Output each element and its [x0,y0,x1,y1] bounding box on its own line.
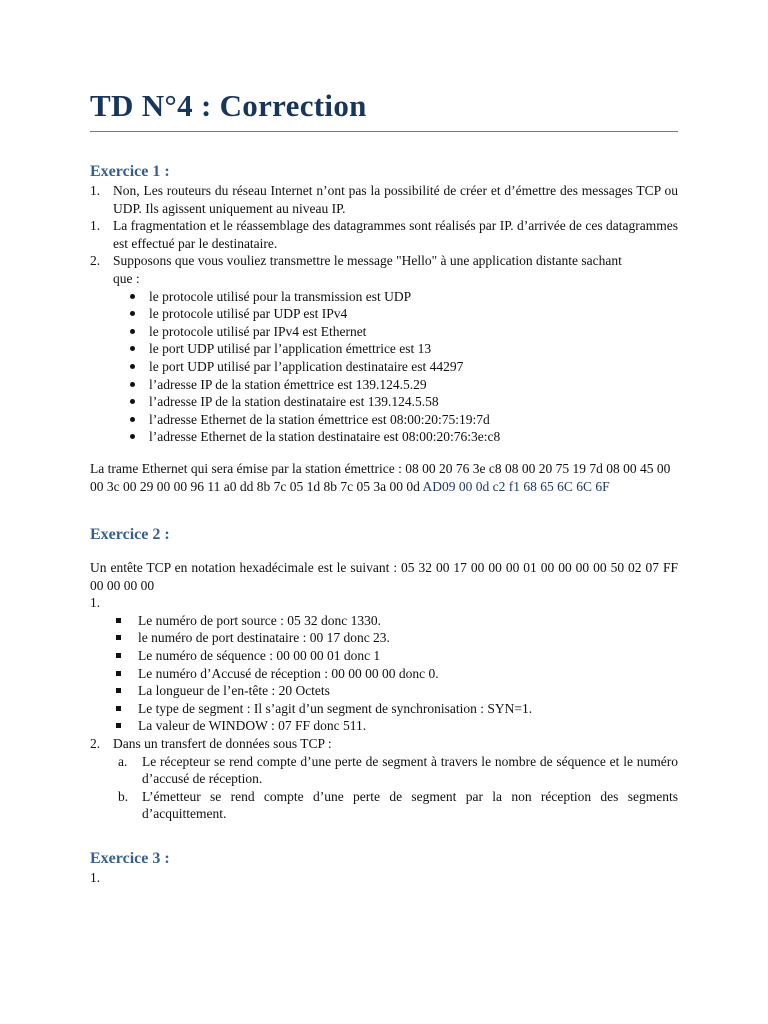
list-number: 1. [90,183,101,198]
exercise-3-item-1-number: 1. [90,870,101,885]
exercise-2-title: Exercice 2 : [90,526,170,544]
list-item-text: Supposons que vous vouliez transmettre le message "Hello" à une application distante sachant que : [113,253,622,286]
exercise-2-item-2 [90,735,678,753]
list-item-text: Dans un transfert de données sous TCP : [113,736,332,752]
bullet-item: le port UDP utilisé par l’application émettrice est 13 [90,340,678,358]
exercise-2-section [90,525,678,823]
bullet-item: l’adresse IP de la station émettrice est 139.124.5.29 [90,376,678,394]
frame-text-tail: AD09 00 0d c2 f1 68 65 6C 6C 6F [422,478,610,494]
bullet-item: l’adresse Ethernet de la station destinataire est 08:00:20:76:3e:c8 [90,428,678,446]
ethernet-frame-paragraph [90,460,678,495]
exercise-1-item-1 [90,182,678,217]
square-bullet-item: Le type de segment : Il s’agit d’un segment de synchronisation : SYN=1. [90,700,678,718]
list-item-text: Le récepteur se rend compte d’une perte de segment à travers le nombre de séquence et le numéro d’accusé de réception. [142,753,678,787]
list-item-text: La fragmentation et le réassemblage des datagrammes sont réalisés par IP. d’arrivée de ces datagrammes est effectué par le destinataire. [113,218,678,251]
exercise-1-section [90,162,678,495]
square-bullet-item: le numéro de port destinataire : 00 17 donc 23. [90,629,678,647]
square-bullet-item: La longueur de l’en-tête : 20 Octets [90,682,678,700]
square-bullet-item: Le numéro de séquence : 00 00 00 01 donc 1 [90,647,678,665]
bullet-item: le port UDP utilisé par l’application destinataire est 44297 [90,358,678,376]
bullet-item: le protocole utilisé par IPv4 est Ethernet [90,323,678,341]
list-item-text: Non, Les routeurs du réseau Internet n’ont pas la possibilité de créer et d’émettre des messages TCP ou UDP. Ils agissent uniquement au niveau IP. [113,183,678,216]
exercise-3-title: Exercice 3 : [90,850,170,867]
exercise-3-section [90,849,678,887]
list-number: 2. [90,736,101,752]
exercise-2-sub-a [90,753,678,788]
list-item-text: L’émetteur se rend compte d’une perte de segment par la non réception des segments d’acquittement. [142,788,678,822]
square-bullet-item: Le numéro de port source : 05 32 donc 1330. [90,612,678,630]
square-bullet-item: La valeur de WINDOW : 07 FF donc 511. [90,717,678,735]
exercise-1-item-3 [90,252,678,287]
parameters-bullet-list [90,288,678,446]
exercise-1-item-2 [90,217,678,252]
list-number: 2. [90,253,101,269]
list-letter: b. [118,788,129,804]
exercise-2-item-1-number: 1. [90,595,101,611]
bullet-item: l’adresse Ethernet de la station émettrice est 08:00:20:75:19:7d [90,411,678,429]
bullet-item: l’adresse IP de la station destinataire est 139.124.5.58 [90,393,678,411]
tcp-fields-list [90,612,678,735]
bullet-item: le protocole utilisé par UDP est IPv4 [90,305,678,323]
tcp-header-intro: Un entête TCP en notation hexadécimale est le suivant : 05 32 00 17 00 00 00 01 00 00 00 00 50 02 07 FF 00 00 00 00 [90,560,678,593]
frame-text: La trame Ethernet qui sera émise par la station émettrice : 08 00 20 76 3e c8 08 00 20 75 19 7d 08 00 45 00 00 3c 00 29 00 00 96 11 a0 dd 8b 7c 05 1d 8b 7c 05 3a 00 0d [90,460,671,494]
exercise-2-sub-b [90,788,678,823]
bullet-item: le protocole utilisé pour la transmission est UDP [90,288,678,306]
list-letter: a. [118,753,128,769]
square-bullet-item: Le numéro d’Accusé de réception : 00 00 00 00 donc 0. [90,665,678,683]
exercise-1-title: Exercice 1 : [90,163,170,180]
list-number: 1. [90,218,101,234]
document-page [90,86,678,887]
page-title: TD N°4 : Correction [90,86,678,132]
